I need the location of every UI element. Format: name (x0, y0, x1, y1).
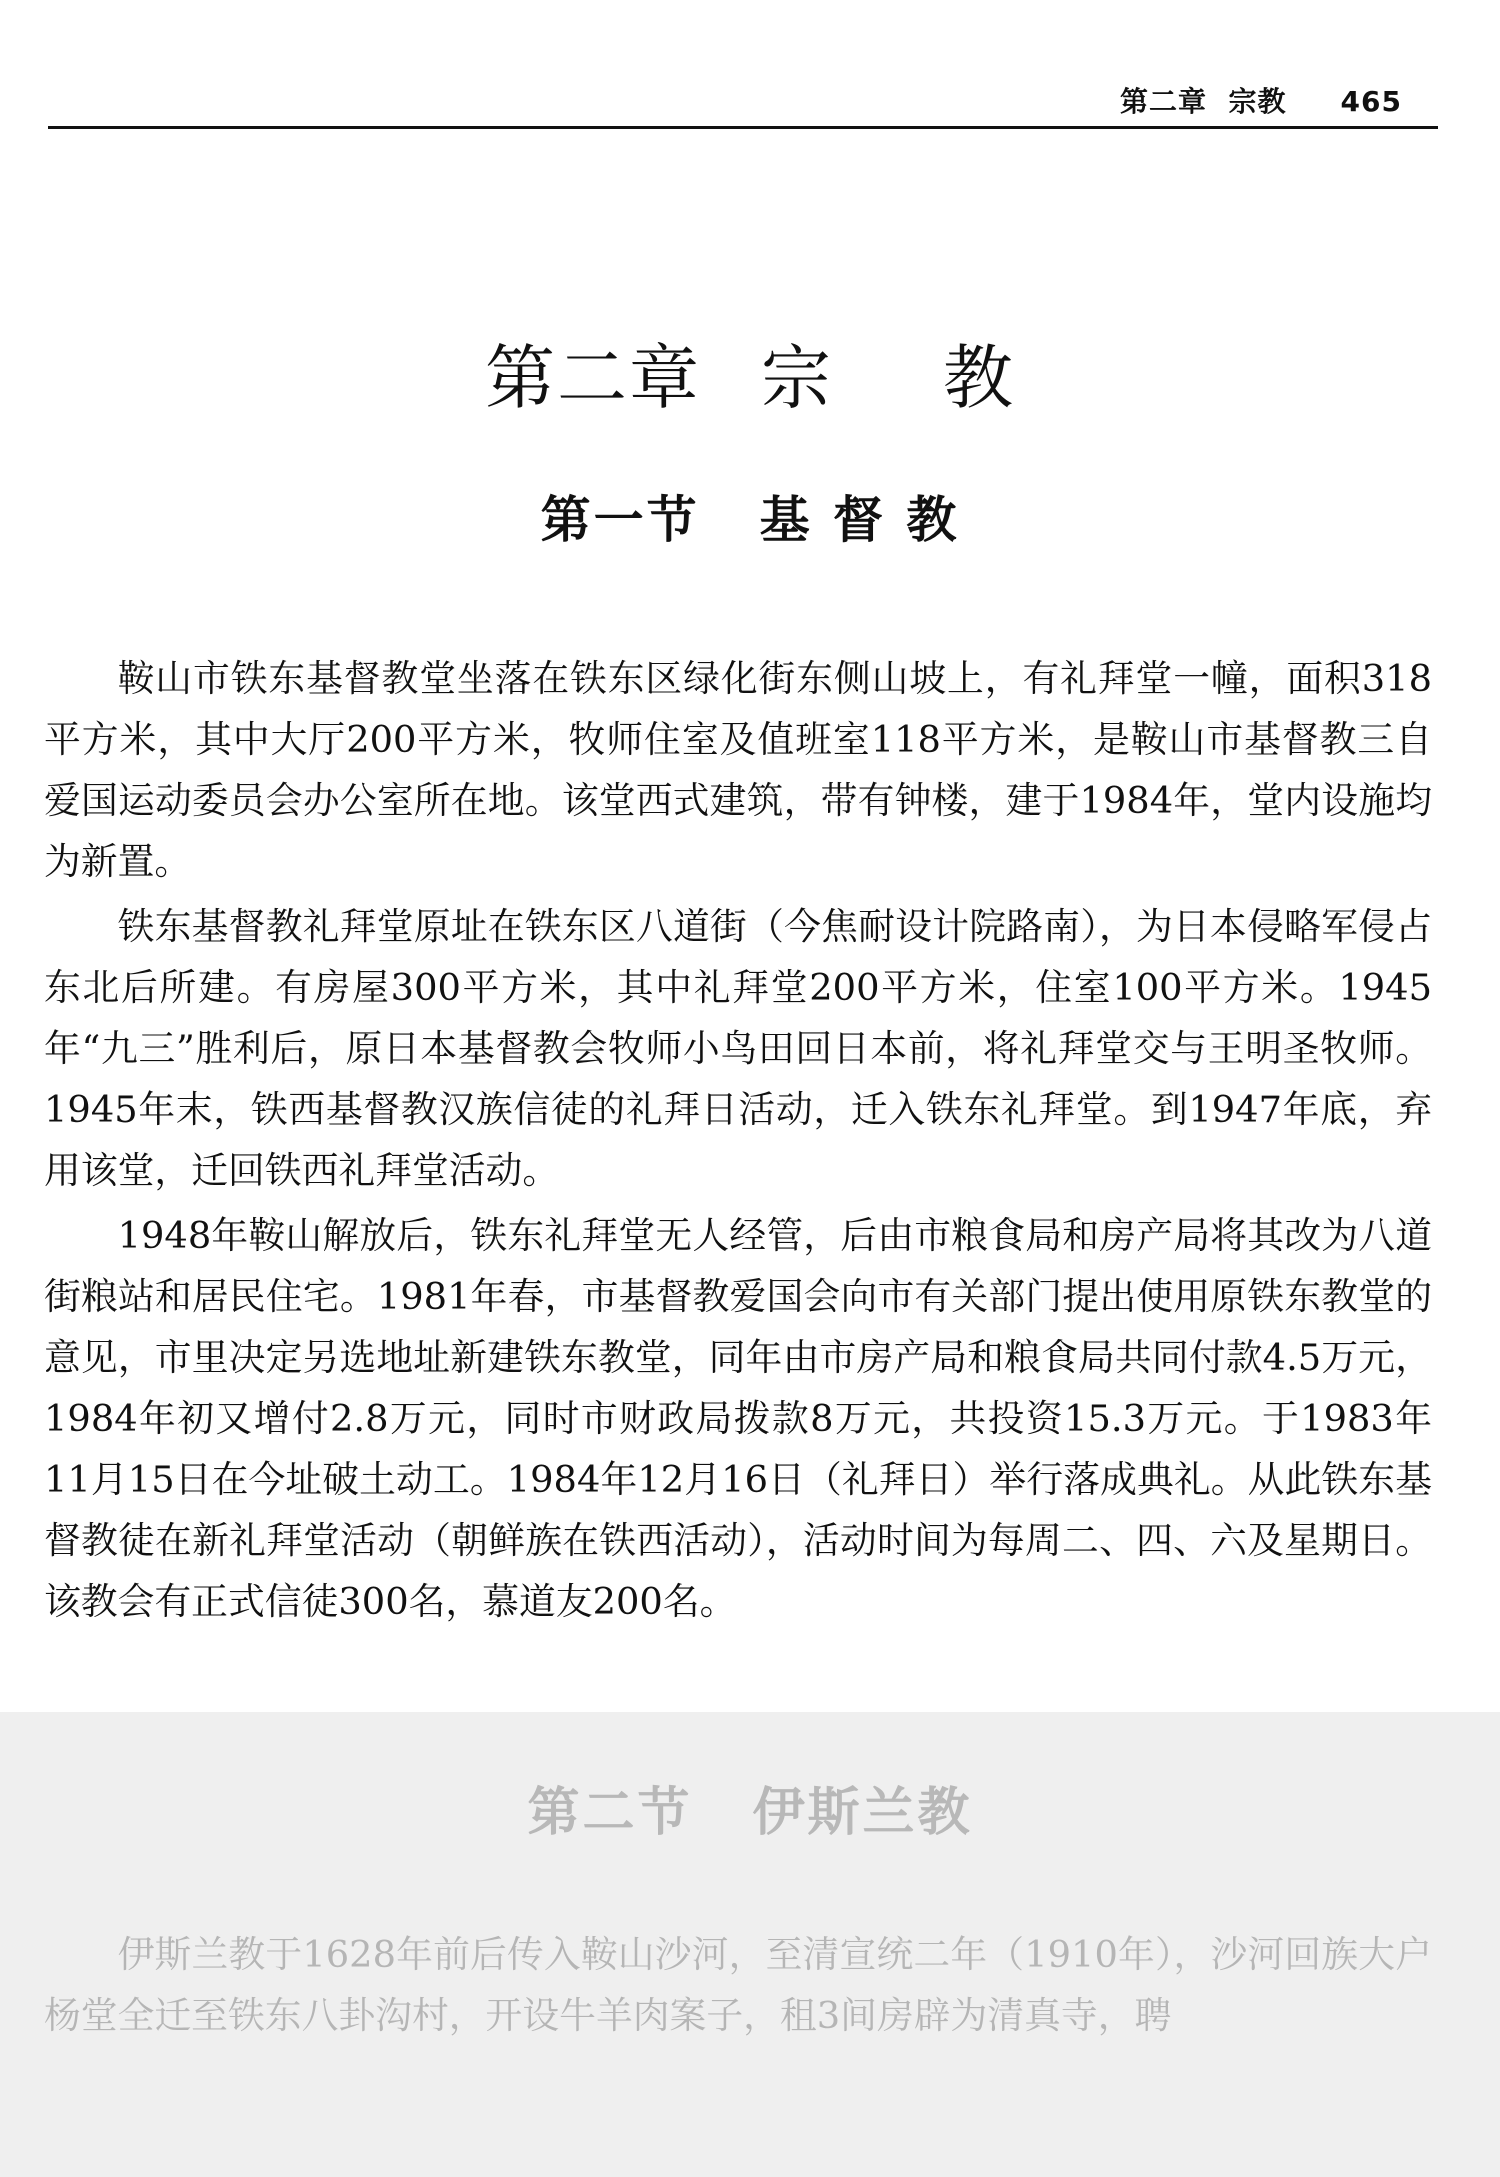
section-name: 基 督 教 (759, 490, 960, 549)
running-header-text (1120, 80, 1402, 120)
running-header (48, 76, 1438, 129)
chapter-name-part-2: 教 (943, 337, 1015, 419)
next-section-number: 第二节 (527, 1782, 693, 1843)
paragraph: 铁东基督教礼拜堂原址在铁东区八道街（今焦耐设计院路南），为日本侵略军侵占东北后所建。有房屋300平方米，其中礼拜堂200平方米，住室100平方米。1945年“九三”胜利后，原日本基督教会牧师小鸟田回日本前，将礼拜堂交与王明圣牧师。1945年末，铁西基督教汉族信徒的礼拜日活动，迁入铁东礼拜堂。到1947年底，弃用该堂，迁回铁西礼拜堂活动。 (44, 905, 1432, 1192)
page-number: 465 (1340, 85, 1402, 118)
running-title: 第二章 宗教 (1120, 85, 1287, 118)
section-body (44, 648, 1432, 1632)
chapter-name-part-1: 宗 (761, 337, 833, 419)
section-number: 第一节 (540, 490, 700, 549)
chapter-number: 第二章 (485, 337, 701, 419)
section-title (0, 490, 1500, 550)
paragraph: 1948年鞍山解放后，铁东礼拜堂无人经管，后由市粮食局和房产局将其改为八道街粮站和居民住宅。1981年春，市基督教爱国会向市有关部门提出使用原铁东教堂的意见，市里决定另选地址新建铁东教堂，同年由市房产局和粮食局共同付款4.5万元，1984年初又增付2.8万元，同时市财政局拨款8万元，共投资15.3万元。于1983年11月15日在今址破土动工。1984年12月16日（礼拜日）举行落成典礼。从此铁东基督教徒在新礼拜堂活动（朝鲜族在铁西活动），活动时间为每周二、四、六及星期日。该教会有正式信徒300名，慕道友200名。 (44, 1214, 1432, 1623)
next-section-title (0, 1783, 1500, 1843)
paragraph: 鞍山市铁东基督教堂坐落在铁东区绿化街东侧山坡上，有礼拜堂一幢，面积318平方米，其中大厅200平方米，牧师住室及值班室118平方米，是鞍山市基督教三自爱国运动委员会办公室所在地。该堂西式建筑，带有钟楼，建于1984年，堂内设施均为新置。 (44, 657, 1432, 883)
next-section-body (44, 1924, 1432, 2046)
chapter-title (0, 338, 1500, 418)
paragraph: 伊斯兰教于1628年前后传入鞍山沙河，至清宣统二年（1910年），沙河回族大户杨堂全迁至铁东八卦沟村，开设牛羊肉案子，租3间房辟为清真寺，聘 (44, 1933, 1432, 2037)
next-section-name: 伊斯兰教 (752, 1782, 973, 1843)
